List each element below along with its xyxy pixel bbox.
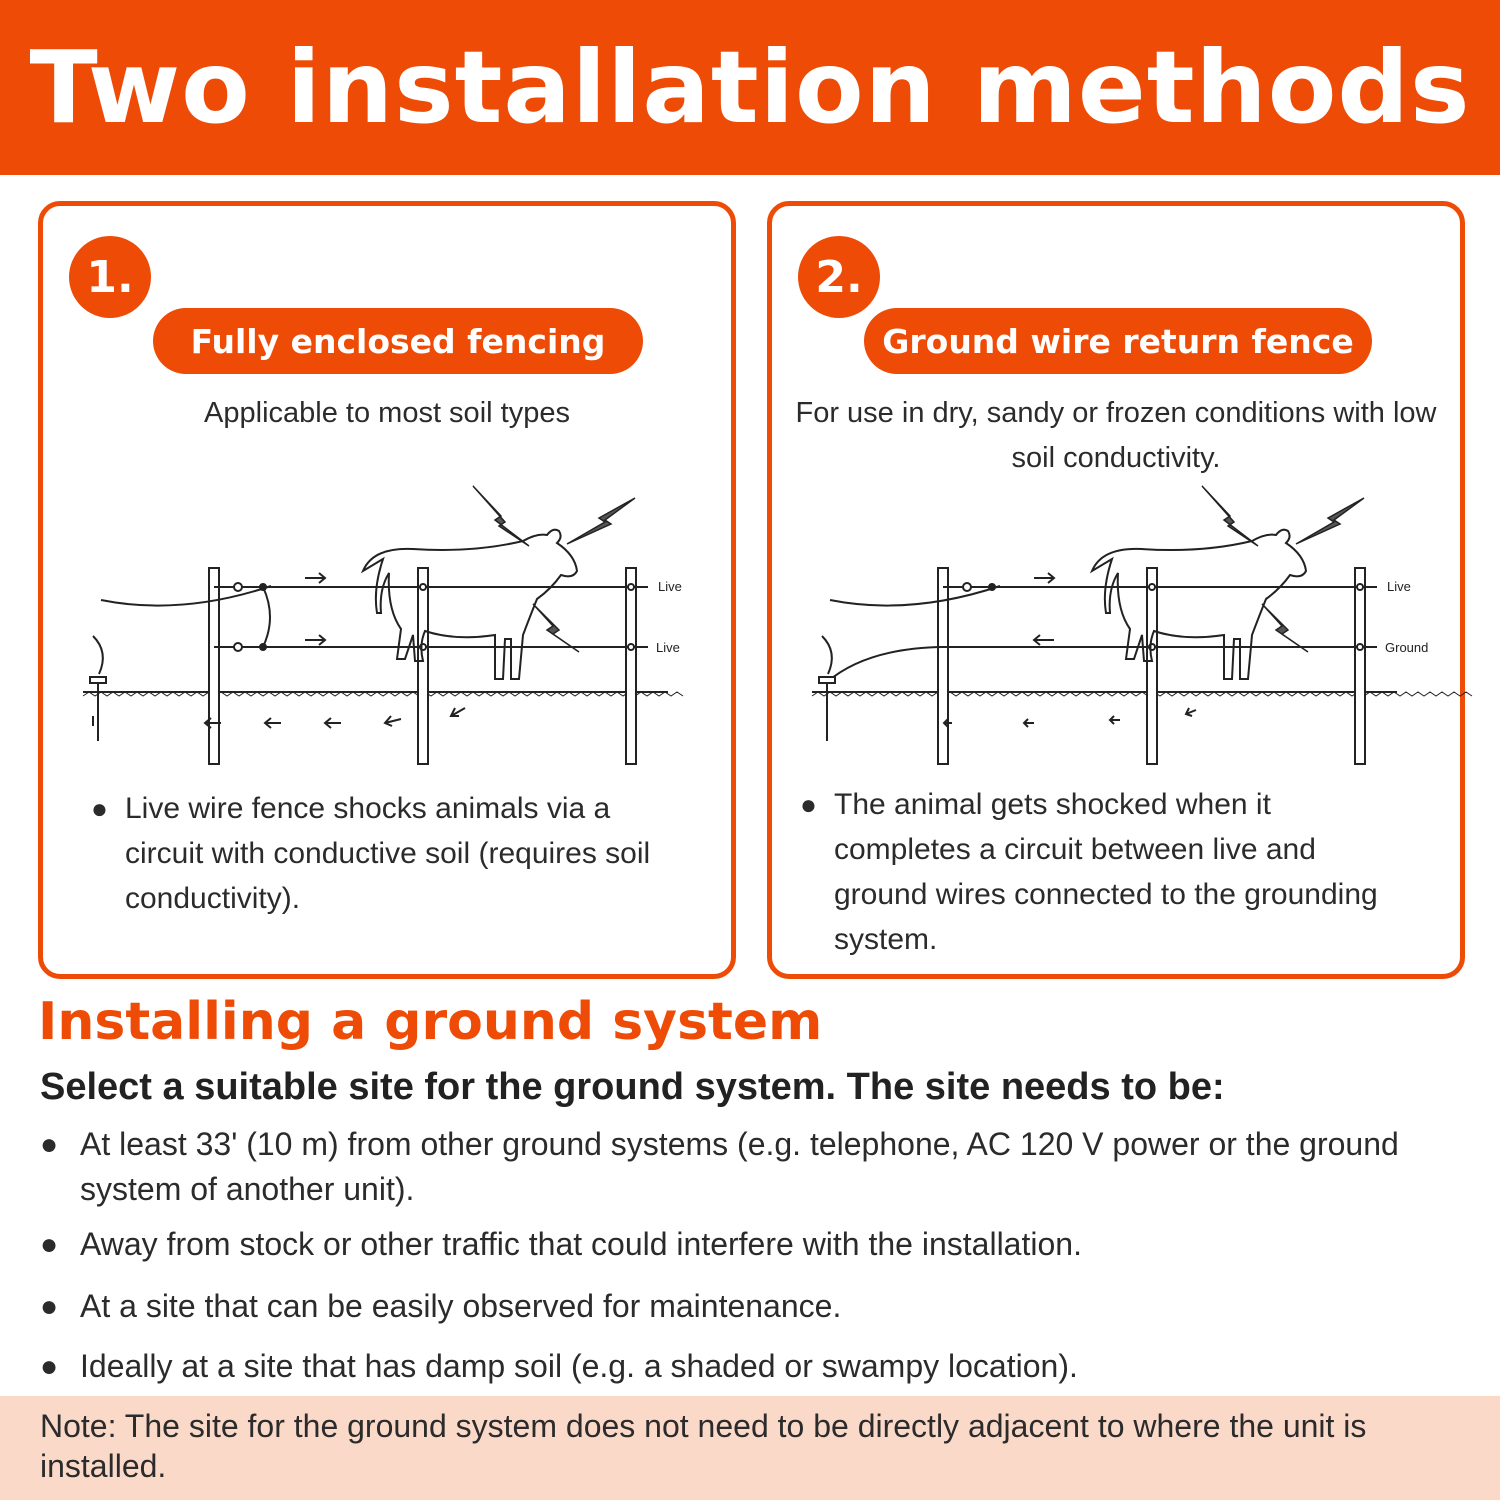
requirement-text: At a site that can be easily observed for maintenance. — [80, 1288, 842, 1324]
fence-post — [626, 568, 636, 764]
shock-icon — [473, 486, 529, 546]
fence-post — [1147, 568, 1157, 764]
method-bullet — [800, 782, 1400, 962]
requirement-text: Ideally at a site that has damp soil (e.g. a shaded or swampy location). — [80, 1348, 1078, 1384]
fence-post — [209, 568, 219, 764]
note-box — [0, 1396, 1500, 1500]
method-name-pill: Fully enclosed fencing — [153, 308, 643, 374]
ground-section-title: Installing a ground system — [38, 992, 823, 1052]
bullet-icon: ● — [40, 1350, 59, 1383]
page-title: Two installation methods — [29, 29, 1471, 146]
fence-diagram — [802, 476, 1429, 776]
requirement-text: Away from stock or other traffic that could interfere with the installation. — [80, 1226, 1082, 1262]
bullet-icon: ● — [40, 1290, 59, 1323]
method-number-badge: 2. — [798, 236, 880, 318]
bullet-icon: ● — [40, 1128, 59, 1161]
title-banner — [0, 0, 1500, 175]
fence-post — [418, 568, 428, 764]
top-wire-label: Live — [1387, 579, 1411, 594]
method-card-1 — [38, 201, 736, 979]
cow-outline — [363, 530, 577, 679]
requirement-item — [40, 1344, 1460, 1389]
bottom-wire-label: Live — [656, 640, 680, 655]
jumper-wire — [263, 587, 270, 647]
top-wire-label: Live — [658, 579, 682, 594]
shock-icon — [567, 498, 635, 544]
ground-return-wire — [827, 647, 943, 682]
fence-post — [1355, 568, 1365, 764]
ground-section-lead: Select a suitable site for the ground system. The site needs to be: — [40, 1066, 1225, 1108]
method-bullet-text: The animal gets shocked when it completes a circuit between live and ground wires connected to the grounding system. — [834, 788, 1378, 956]
energizer-lead — [101, 586, 271, 606]
fence-post — [938, 568, 948, 764]
method-subtitle: Applicable to most soil types — [204, 397, 570, 429]
requirement-item — [40, 1284, 1460, 1329]
cow-outline — [1092, 530, 1306, 679]
method-subtitle: For use in dry, sandy or frozen conditions with low soil conductivity. — [795, 397, 1437, 474]
energizer-lead — [830, 586, 1000, 606]
method-number-badge: 1. — [69, 236, 151, 318]
method-bullet-text: Live wire fence shocks animals via a circuit with conductive soil (requires soil conductivity). — [125, 792, 651, 915]
bullet-icon: ● — [91, 793, 108, 824]
bullet-icon: ● — [40, 1228, 59, 1261]
shock-icon — [1296, 498, 1364, 544]
bullet-icon: ● — [800, 789, 817, 820]
requirement-item — [40, 1122, 1460, 1212]
shock-icon — [1262, 604, 1308, 652]
shock-icon — [533, 604, 579, 652]
shock-icon — [1202, 486, 1258, 546]
bottom-wire-label: Ground — [1385, 640, 1429, 655]
note-text: Note: The site for the ground system does not need to be directly adjacent to where the unit is installed. — [40, 1408, 1367, 1484]
method-name-pill: Ground wire return fence — [864, 308, 1372, 374]
method-bullet — [91, 786, 651, 921]
method-card-2 — [767, 201, 1465, 979]
fence-diagram — [73, 476, 693, 776]
requirement-text: At least 33' (10 m) from other ground systems (e.g. telephone, AC 120 V power or the ground system of another unit). — [80, 1126, 1399, 1207]
requirement-item — [40, 1222, 1460, 1267]
